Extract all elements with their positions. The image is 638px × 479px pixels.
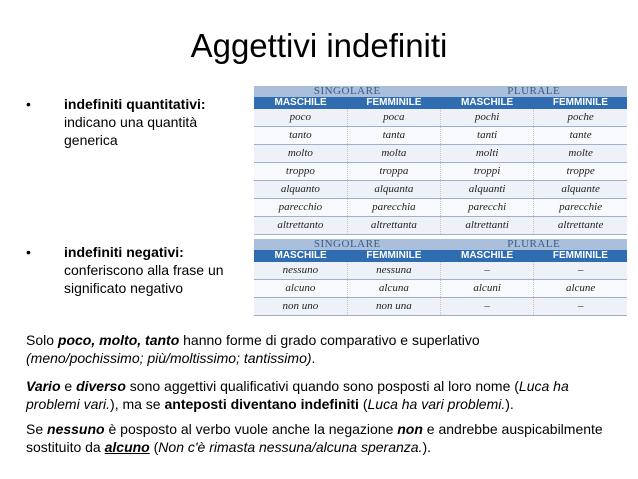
cell: poco [254, 109, 347, 127]
cell: molte [534, 145, 627, 163]
table-quantitative [254, 86, 627, 235]
table-column-header [254, 97, 627, 109]
group-plurale: PLURALE [441, 239, 628, 250]
cell: – [534, 298, 627, 316]
col-header: FEMMINILE [347, 250, 440, 262]
cell: alquanti [441, 181, 534, 199]
col-header: MASCHILE [254, 250, 347, 262]
text: è posposto al verbo vuole anche la negazione [104, 421, 398, 437]
bullet-text: indicano una quantità generica [64, 114, 198, 148]
cell: poca [347, 109, 440, 127]
bullet-text: conferiscono alla frase un significato negativo [64, 262, 224, 296]
text-emphasis: nessuno [47, 421, 105, 437]
text-example: Luca ha problemi vari. [26, 378, 569, 412]
table-group-header [254, 239, 627, 250]
bullet-heading: indefiniti quantitativi: [64, 96, 206, 112]
text-emphasis: poco, molto, tanto [57, 332, 180, 348]
paragraph-nessuno [26, 420, 626, 456]
table-row [254, 181, 627, 199]
cell: – [441, 298, 534, 316]
cell: parecchie [534, 199, 627, 217]
cell: altrettanta [347, 217, 440, 235]
col-header: FEMMINILE [534, 97, 627, 109]
paragraph-vario-diverso [26, 377, 626, 413]
group-singolare: SINGOLARE [254, 86, 441, 97]
bullet-icon: • [26, 244, 31, 260]
table-row [254, 163, 627, 181]
col-header: FEMMINILE [534, 250, 627, 262]
cell: parecchi [441, 199, 534, 217]
cell: poche [534, 109, 627, 127]
text-example: Luca ha vari problemi. [367, 396, 506, 412]
text-emphasis: anteposti diventano indefiniti [164, 396, 359, 412]
col-header: FEMMINILE [347, 97, 440, 109]
cell: molti [441, 145, 534, 163]
text-emphasis: Vario [26, 378, 61, 394]
cell: troppa [347, 163, 440, 181]
table-column-header [254, 250, 627, 262]
cell: nessuna [347, 262, 440, 280]
text-example: Non c'è rimasta nessuna/alcuna speranza. [158, 439, 423, 455]
bullet-negative [26, 243, 241, 297]
cell: tante [534, 127, 627, 145]
cell: tanto [254, 127, 347, 145]
group-plurale: PLURALE [441, 86, 628, 97]
cell: troppo [254, 163, 347, 181]
text: ), ma se [110, 396, 165, 412]
col-header: MASCHILE [441, 250, 534, 262]
cell: troppe [534, 163, 627, 181]
cell: alcuna [347, 280, 440, 298]
cell: non una [347, 298, 440, 316]
text: . [311, 350, 316, 366]
table-row [254, 217, 627, 235]
cell: altrettante [534, 217, 627, 235]
cell: non uno [254, 298, 347, 316]
cell: altrettanti [441, 217, 534, 235]
paragraph-comparative [26, 331, 626, 367]
text-emphasis: non [397, 421, 423, 437]
cell: parecchia [347, 199, 440, 217]
cell: – [441, 262, 534, 280]
text-example: (meno/pochissimo; più/moltissimo; tantissimo) [26, 350, 312, 366]
cell: parecchio [254, 199, 347, 217]
text: ( [149, 439, 159, 455]
cell: alquanto [254, 181, 347, 199]
table-negative [254, 239, 627, 316]
cell: molto [254, 145, 347, 163]
table-row [254, 280, 627, 298]
text: hanno forme di grado comparativo e superlativo [179, 332, 480, 348]
cell: alquante [534, 181, 627, 199]
cell: troppi [441, 163, 534, 181]
text-emphasis: diverso [76, 378, 126, 394]
text-emphasis: alcuno [104, 439, 150, 455]
cell: alquanta [347, 181, 440, 199]
text: ). [422, 439, 432, 455]
cell: alcuno [254, 280, 347, 298]
bullet-heading: indefiniti negativi: [64, 244, 184, 260]
text: Solo [26, 332, 58, 348]
text: ( [358, 396, 368, 412]
cell: molta [347, 145, 440, 163]
table-group-header [254, 86, 627, 97]
text: e andrebbe auspicabilmente sostituito da [26, 421, 603, 455]
group-singolare: SINGOLARE [254, 239, 441, 250]
table-row [254, 262, 627, 280]
table-row [254, 199, 627, 217]
table-row [254, 109, 627, 127]
col-header: MASCHILE [254, 97, 347, 109]
cell: – [534, 262, 627, 280]
cell: alcuni [441, 280, 534, 298]
cell: altrettanto [254, 217, 347, 235]
cell: tanta [347, 127, 440, 145]
text: e [60, 378, 77, 394]
text: ). [505, 396, 514, 412]
table-row [254, 145, 627, 163]
table-row [254, 127, 627, 145]
cell: alcune [534, 280, 627, 298]
table-row [254, 298, 627, 316]
bullet-quantitative [26, 95, 241, 149]
text: Se [26, 421, 48, 437]
col-header: MASCHILE [441, 97, 534, 109]
cell: tanti [441, 127, 534, 145]
cell: nessuno [254, 262, 347, 280]
text: sono aggettivi qualificativi quando sono posposti al loro nome ( [125, 378, 519, 394]
bullet-icon: • [26, 96, 31, 112]
cell: pochi [441, 109, 534, 127]
slide-title: Aggettivi indefiniti [190, 27, 448, 64]
